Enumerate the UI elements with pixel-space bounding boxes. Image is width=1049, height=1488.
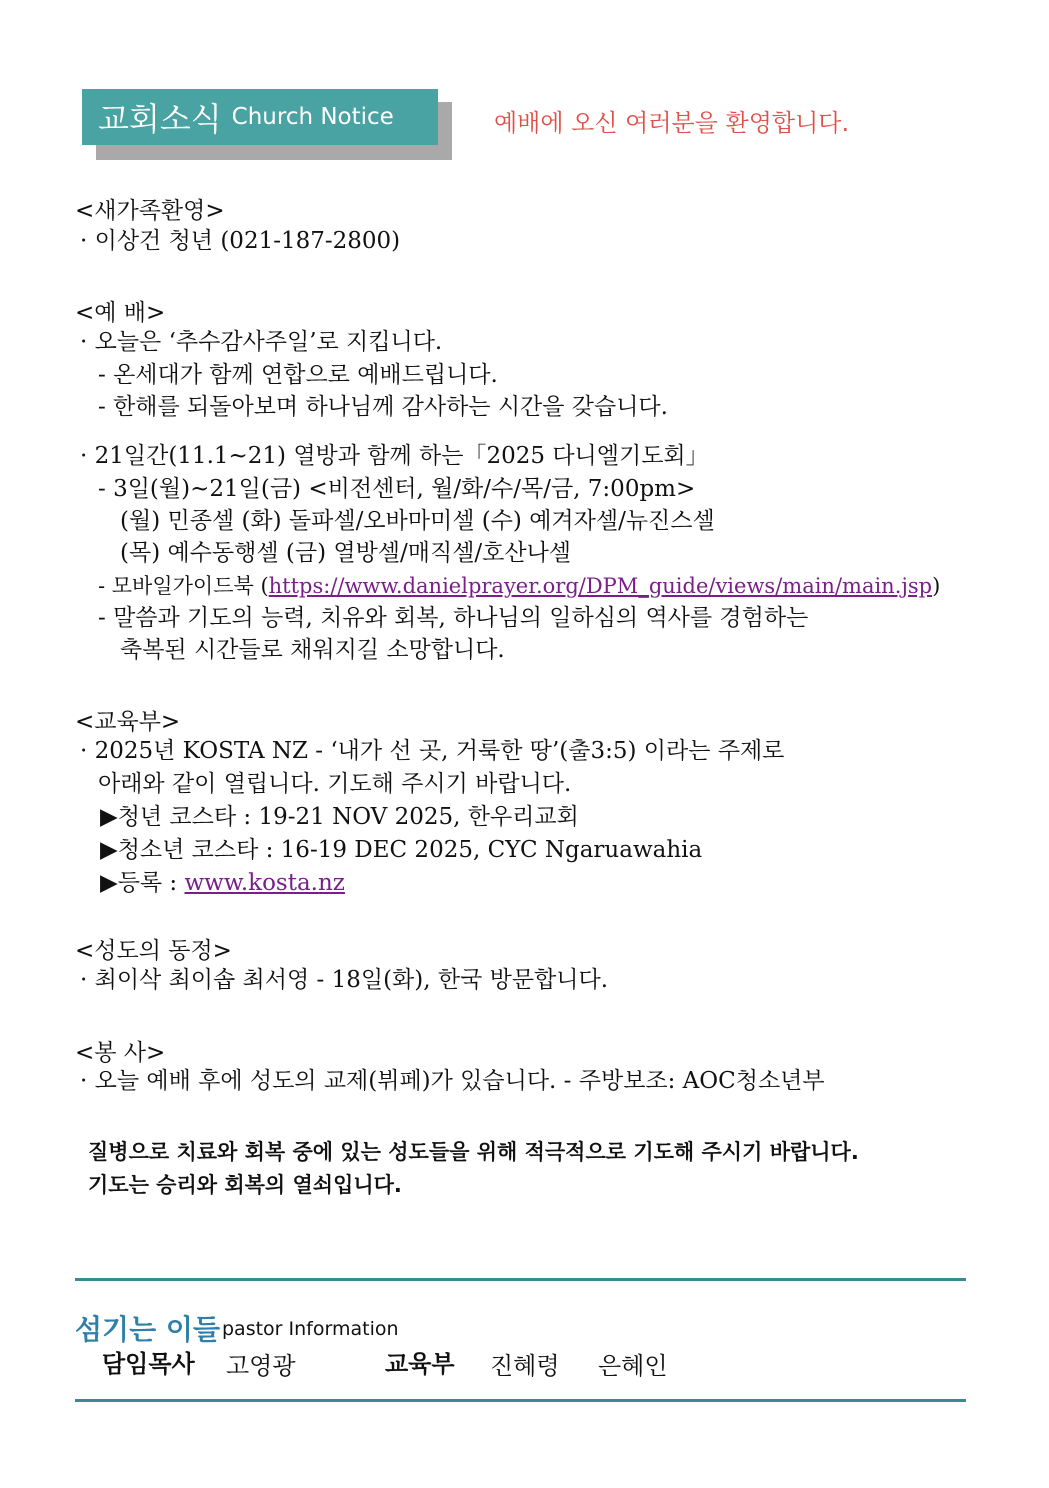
members-line: · 최이삭 최이솝 최서영 - 18일(화), 한국 방문합니다. [80,967,609,993]
footer-title: 섬기는 이들 [75,1313,220,1346]
worship-line-4: · 21일간(11.1~21) 열방과 함께 하는「2025 다니엘기도회」 [80,443,709,469]
section-title-members: <성도의 동정> [75,938,232,964]
education-line-3: ▶청년 코스타 : 19-21 NOV 2025, 한우리교회 [100,804,579,830]
section-title-service: <봉 사> [75,1040,166,1066]
section-title-education: <교육부> [75,709,181,735]
worship-line-9: - 말씀과 기도의 능력, 치유와 회복, 하나님의 일하심의 역사를 경험하는 [98,605,809,631]
name-education-2: 은혜인 [598,1352,668,1380]
prayer-line-2: 기도는 승리와 회복의 열쇠입니다. [88,1173,402,1197]
registration-label: ▶등록 : [100,870,185,896]
education-line-2: 아래와 같이 열립니다. 기도해 주시기 바랍니다. [98,771,572,797]
role-senior-pastor: 담임목사 [102,1350,195,1378]
name-senior-pastor: 고영광 [226,1352,296,1380]
section-title-newcomers: <새가족환영> [75,198,225,224]
worship-line-1: · 오늘은 ‘추수감사주일’로 지킵니다. [80,329,443,355]
title-english: Church Notice [231,104,394,130]
guidebook-suffix: ) [932,574,941,598]
service-line: · 오늘 예배 후에 성도의 교제(뷔페)가 있습니다. - 주방보조: AOC청소년부 [80,1068,825,1094]
guidebook-label: - 모바일가이드북 ( [98,574,269,598]
role-education: 교육부 [385,1350,455,1378]
worship-line-6: (월) 민종셀 (화) 돌파셀/오바마미셀 (수) 예겨자셀/뉴진스셀 [120,508,715,534]
welcome-message: 예배에 오신 여러분을 환영합니다. [494,109,850,137]
prayer-line-1: 질병으로 치료와 회복 중에 있는 성도들을 위해 적극적으로 기도해 주시기 바랍니다. [88,1140,859,1164]
guidebook-link[interactable]: https://www.danielprayer.org/DPM_guide/views/main/main.jsp [268,574,933,598]
worship-line-10: 축복된 시간들로 채워지길 소망합니다. [120,637,505,663]
page-title [82,89,438,145]
title-korean: 교회소식 [98,100,222,138]
worship-line-7: (목) 예수동행셀 (금) 열방셀/매직셀/호산나셀 [120,540,572,566]
section-title-worship: <예 배> [75,300,166,326]
footer-bottom-divider [75,1399,966,1402]
name-education-1: 진혜령 [490,1352,560,1380]
worship-line-8 [98,571,940,601]
worship-line-5: - 3일(월)~21일(금) <비전센터, 월/화/수/목/금, 7:00pm> [98,476,696,502]
kosta-link[interactable]: www.kosta.nz [184,870,345,896]
footer-subtitle: pastor Information [222,1318,399,1340]
worship-line-2: - 온세대가 함께 연합으로 예배드립니다. [98,362,498,388]
education-line-5 [100,868,345,898]
education-line-4: ▶청소년 코스타 : 16-19 DEC 2025, CYC Ngaruawahia [100,837,703,863]
newcomer-line: · 이상건 청년 (021-187-2800) [80,228,401,254]
education-line-1: · 2025년 KOSTA NZ - ‘내가 선 곳, 거룩한 땅’(출3:5) 이라는 주제로 [80,738,785,764]
footer-top-divider [75,1278,966,1281]
worship-line-3: - 한해를 되돌아보며 하나님께 감사하는 시간을 갖습니다. [98,394,668,420]
